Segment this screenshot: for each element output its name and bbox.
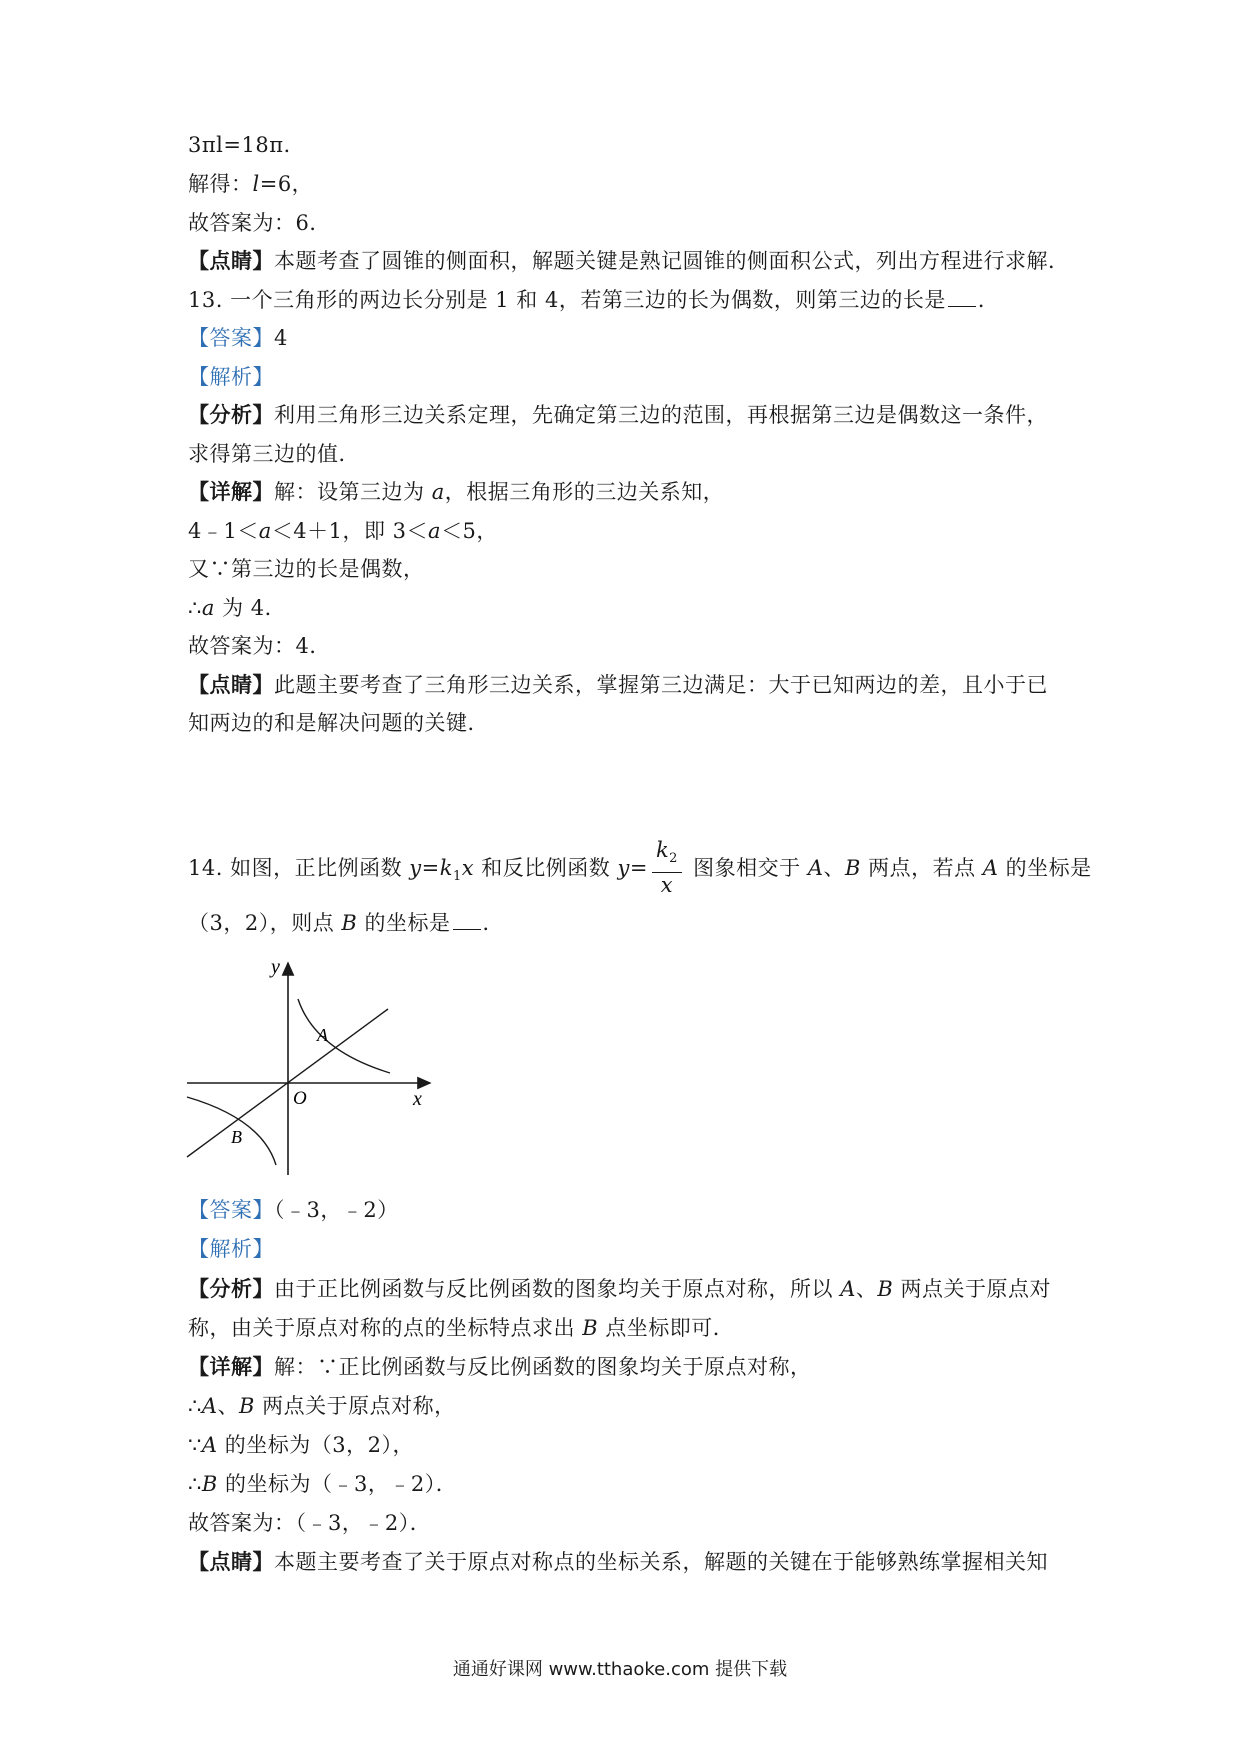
q14-detail2-B: B xyxy=(239,1394,255,1418)
fraction-numerator xyxy=(652,838,682,871)
page-footer: 通通好课网 www.tthaoke.com 提供下载 xyxy=(452,1659,788,1680)
q13-answer-final: 故答案为：4． xyxy=(188,634,331,658)
q14-A2: A xyxy=(982,856,999,880)
comment-tag: 【点睛】 xyxy=(188,672,274,697)
q14-line2-c: ． xyxy=(482,911,505,935)
q14-stem-a: 14. 如图，正比例函数 xyxy=(188,856,410,880)
y-axis-label: y xyxy=(271,956,280,978)
solve-var: l xyxy=(252,172,260,196)
q13-comment-line2 xyxy=(188,708,489,738)
q14-detail2-A: A xyxy=(201,1394,218,1418)
q13-because-line xyxy=(188,554,425,584)
q13-fenxi-line2 xyxy=(188,439,360,469)
solve-prefix: 解得： xyxy=(188,172,253,196)
fenxi-text-2: 求得第三边的值． xyxy=(188,442,360,466)
answer-line-q12 xyxy=(188,208,331,238)
q14-detail3-b: 的坐标为（3，2）， xyxy=(217,1433,414,1457)
q13-comment-text-1: 此题主要考查了三角形三边关系，掌握第三边满足：大于已知两边的差，且小于已 xyxy=(274,673,1048,697)
detail-tag: 【详解】 xyxy=(188,1354,274,1379)
q14-fenxi-line1 xyxy=(188,1274,1051,1304)
q14-detail2-b: 、 xyxy=(217,1394,240,1418)
analysis-tag: 【解析】 xyxy=(188,1237,274,1261)
q14-stem-b: 和反比例函数 xyxy=(474,856,618,880)
therefore-symbol: ∴ xyxy=(188,1394,202,1418)
analysis-tag: 【解析】 xyxy=(188,365,274,389)
q14-comment-line1 xyxy=(188,1547,1048,1577)
x-axis-label: x xyxy=(413,1088,422,1110)
detail-tag: 【详解】 xyxy=(188,479,274,504)
q14-stem-f: 的坐标是 xyxy=(998,856,1092,880)
q14-answer: （﹣3，﹣2） xyxy=(274,1198,399,1222)
q13-comment-line1 xyxy=(188,670,1048,700)
q14-A: A xyxy=(807,856,824,880)
question-13-stem xyxy=(188,285,999,315)
function-graph-figure xyxy=(185,955,440,1180)
comment-line-q12 xyxy=(188,246,1070,276)
fenxi-text-1: 利用三角形三边关系定理，先确定第三边的范围，再根据第三边是偶数这一条件， xyxy=(274,403,1048,427)
q14-stem-c: 图象相交于 xyxy=(685,856,808,880)
q14-y1: y xyxy=(409,856,422,880)
comment-text: 本题考查了圆锥的侧面积，解题关键是熟记圆锥的侧面积公式，列出方程进行求解． xyxy=(274,249,1070,273)
fraction-denominator: x xyxy=(652,872,682,897)
therefore-symbol: ∴ xyxy=(188,1472,202,1496)
q13-therefore-line xyxy=(188,593,286,623)
q13-answer-final-line xyxy=(188,631,331,661)
because-symbol: ∵ xyxy=(188,1433,202,1457)
q14-detail4-b: 的坐标为（﹣3，﹣2）． xyxy=(217,1472,458,1496)
q14-analysis-tag-line xyxy=(188,1234,274,1264)
equation-line xyxy=(188,130,291,160)
q14-detail-line1 xyxy=(188,1352,812,1382)
point-B-label: B xyxy=(231,1127,242,1147)
q14-detail-line4 xyxy=(188,1469,457,1499)
therefore-symbol: ∴ xyxy=(188,596,202,620)
q14-detail2-c: 两点关于原点对称， xyxy=(254,1394,456,1418)
question-14-stem-line2 xyxy=(188,908,504,938)
q14-answer-final-line xyxy=(188,1508,431,1538)
q14-eq2: = xyxy=(629,856,648,880)
detail-text-b: ，根据三角形的三边关系知， xyxy=(444,480,725,504)
detail-var-a: a xyxy=(431,480,445,504)
solve-rest: =6， xyxy=(259,172,314,196)
q13-analysis-tag-line xyxy=(188,362,274,392)
equation-text: 3πl=18π. xyxy=(188,133,291,157)
answer-text-q12: 故答案为：6． xyxy=(188,211,331,235)
q14-detail3-A: A xyxy=(201,1433,218,1457)
q14-y2: y xyxy=(617,856,630,880)
q14-stem-e: 两点，若点 xyxy=(860,856,983,880)
therefore-var: a xyxy=(201,596,215,620)
q13-comment-text-2: 知两边的和是解决问题的关键． xyxy=(188,711,489,735)
q14-line2-B: B xyxy=(341,911,358,935)
q14-fenxi2-a: 称，由关于原点对称的点的坐标特点求出 xyxy=(188,1316,583,1340)
fenxi-tag: 【分析】 xyxy=(188,402,274,427)
q14-eq1: = xyxy=(421,856,440,880)
ineq-part-c: ＜5， xyxy=(441,519,498,543)
q14-answer-final: 故答案为：（﹣3，﹣2）． xyxy=(188,1511,432,1535)
origin-label: O xyxy=(293,1088,307,1109)
question-14-stem-line1 xyxy=(188,838,1092,907)
q14-detail4-B: B xyxy=(201,1472,218,1496)
q14-line2-a: （3，2），则点 xyxy=(188,911,342,935)
q14-fenxi-a: 由于正比例函数与反比例函数的图象均关于原点对称，所以 xyxy=(274,1277,841,1301)
answer-blank xyxy=(453,909,481,930)
ineq-part-a: 4﹣1＜ xyxy=(188,519,259,543)
q14-fenxi-b: 、 xyxy=(855,1277,878,1301)
point-A-label: A xyxy=(317,1025,328,1045)
because-text: 又∵第三边的长是偶数， xyxy=(188,557,425,581)
q13-answer: 4 xyxy=(274,326,288,350)
q14-fenxi-line2 xyxy=(188,1313,734,1343)
q14-detail-text-1: 解：∵正比例函数与反比例函数的图象均关于原点对称， xyxy=(274,1355,812,1379)
therefore-text: 为 4． xyxy=(214,596,287,620)
q14-detail-line3 xyxy=(188,1430,414,1460)
q14-comment-text-1: 本题主要考查了关于原点对称点的坐标关系，解题的关键在于能够熟练掌握相关知 xyxy=(274,1550,1048,1574)
q14-k1: k xyxy=(439,856,453,880)
answer-tag: 【答案】 xyxy=(188,326,274,350)
q13-stem-text: 13. 一个三角形的两边长分别是 1 和 4，若第三边的长为偶数，则第三边的长是 xyxy=(188,288,946,312)
q13-answer-line xyxy=(188,323,288,353)
hyperbola-branch-first-quadrant xyxy=(298,999,390,1073)
ineq-var-2: a xyxy=(428,519,442,543)
q14-k1-sub: 1 xyxy=(452,869,462,885)
q14-B: B xyxy=(844,856,861,880)
q14-fenxi2-B: B xyxy=(582,1316,599,1340)
q14-fenxi-A: A xyxy=(840,1277,856,1301)
q14-x: x xyxy=(461,856,475,880)
q13-detail-line1 xyxy=(188,477,724,507)
detail-text-a: 解：设第三边为 xyxy=(274,480,432,504)
answer-blank xyxy=(948,286,976,307)
q14-answer-line xyxy=(188,1195,399,1225)
q14-fenxi2-b: 点坐标即可． xyxy=(598,1316,735,1340)
q13-inequality-line xyxy=(188,516,498,546)
q14-fenxi-B: B xyxy=(877,1277,894,1301)
ineq-var-1: a xyxy=(258,519,272,543)
comment-tag: 【点睛】 xyxy=(188,1549,274,1574)
fenxi-tag: 【分析】 xyxy=(188,1276,274,1301)
q14-stem-d: 、 xyxy=(823,856,845,880)
q13-stem-end: ． xyxy=(977,288,1000,312)
q14-fenxi-c: 两点关于原点对 xyxy=(893,1277,1051,1301)
q14-detail-line2 xyxy=(188,1391,456,1421)
solve-line xyxy=(188,169,313,199)
answer-tag: 【答案】 xyxy=(188,1198,274,1222)
fraction-k2-over-x xyxy=(652,838,682,896)
q14-line2-b: 的坐标是 xyxy=(357,911,451,935)
frac-num-k: k xyxy=(655,838,670,863)
ineq-part-b: ＜4＋1，即 3＜ xyxy=(271,519,429,543)
q13-fenxi-line1 xyxy=(188,400,1048,430)
frac-num-sub: 2 xyxy=(669,851,678,867)
comment-tag: 【点睛】 xyxy=(188,248,274,273)
